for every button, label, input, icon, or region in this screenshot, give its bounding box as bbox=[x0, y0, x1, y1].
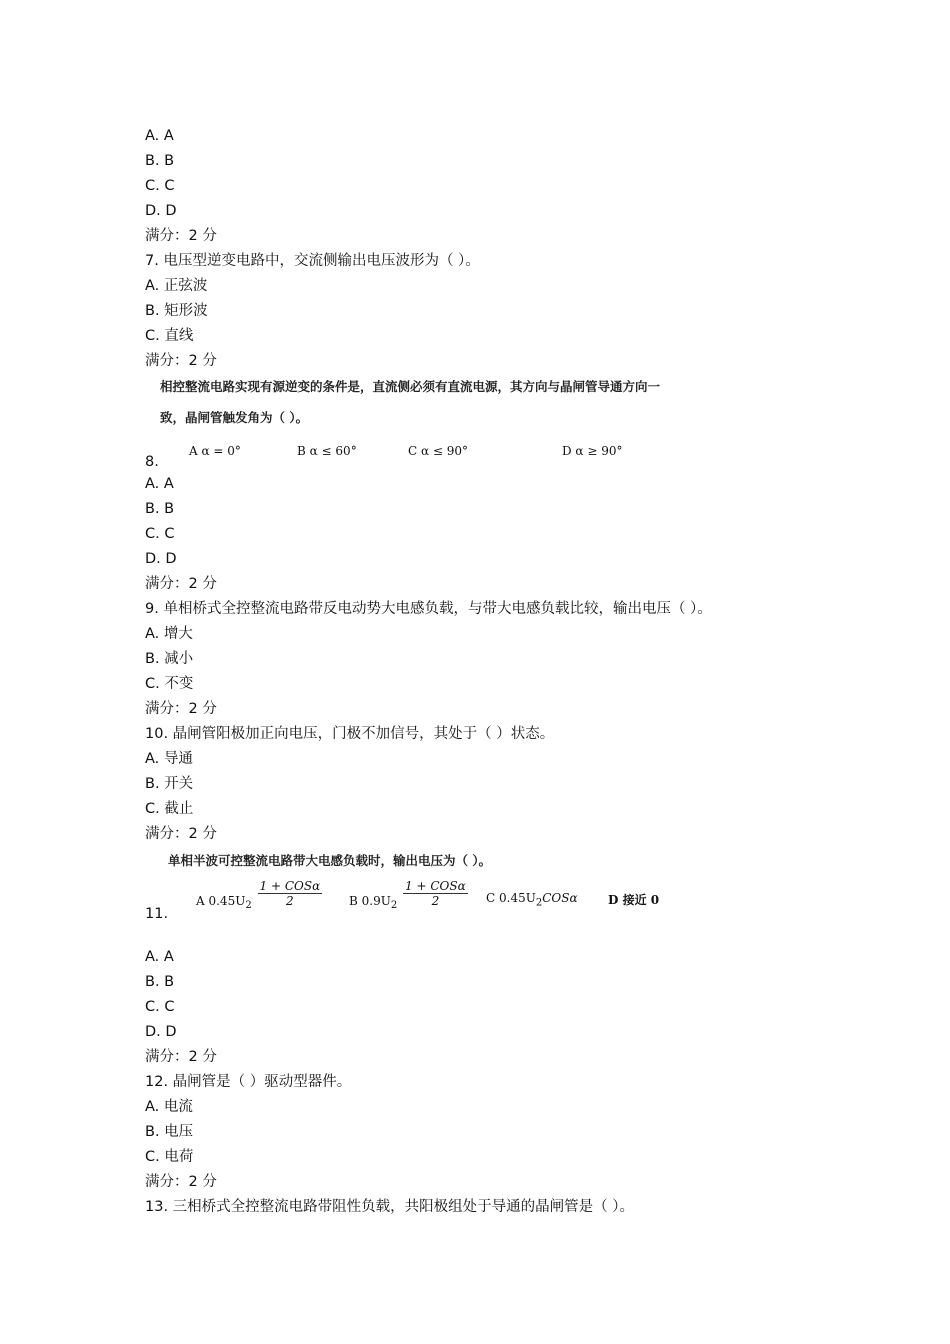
choice-c: C. 电荷 bbox=[145, 1149, 194, 1165]
question-11-option-d-formula: D 接近 0 bbox=[608, 893, 660, 907]
fraction-denominator: 2 bbox=[431, 894, 440, 908]
option-a-coefficient: A 0.45U bbox=[196, 894, 246, 908]
score-line: 满分：2 分 bbox=[145, 353, 217, 369]
score-line: 满分：2 分 bbox=[145, 826, 217, 842]
option-b-subscript: 2 bbox=[390, 900, 398, 912]
question-8-option-b-formula: B α ≤ 60° bbox=[297, 444, 357, 458]
option-a-subscript: 2 bbox=[245, 900, 252, 912]
question-13: 13. 三相桥式全控整流电路带阻性负载，共阳极组处于导通的晶闸管是（ ）。 bbox=[145, 1199, 635, 1215]
choice-c: C. C bbox=[145, 526, 175, 542]
question-8-option-a-formula: A α = 0° bbox=[189, 444, 241, 458]
question-8-image-text-line2: 致，晶闸管触发角为（ ）。 bbox=[160, 410, 309, 425]
choice-a: A. A bbox=[145, 476, 174, 492]
question-12: 12. 晶闸管是（ ）驱动型器件。 bbox=[145, 1074, 352, 1090]
choice-d: D. D bbox=[145, 203, 177, 219]
choice-b: B. B bbox=[145, 501, 175, 517]
fraction-numerator: 1 + COSα bbox=[259, 879, 321, 893]
option-c-subscript: 2 bbox=[535, 897, 543, 909]
choice-b: B. 矩形波 bbox=[145, 303, 208, 319]
choice-d: D. D bbox=[145, 551, 177, 567]
choice-c: C. 不变 bbox=[145, 676, 194, 692]
choice-c: C. C bbox=[145, 178, 175, 194]
question-11-option-a-formula bbox=[196, 879, 324, 912]
choice-b: B. 开关 bbox=[145, 776, 194, 792]
choice-c: C. 直线 bbox=[145, 328, 194, 344]
score-line: 满分：2 分 bbox=[145, 1049, 217, 1065]
option-b-fraction bbox=[403, 879, 468, 908]
choice-d: D. D bbox=[145, 1024, 177, 1040]
question-11-option-b-formula bbox=[349, 879, 470, 912]
option-b-coefficient: B 0.9U bbox=[349, 894, 391, 908]
option-c-cos: COSα bbox=[542, 891, 578, 905]
choice-a: A. A bbox=[145, 128, 174, 144]
question-8-number: 8. bbox=[145, 454, 159, 470]
choice-a: A. 增大 bbox=[145, 626, 193, 642]
choice-a: A. A bbox=[145, 949, 174, 965]
score-line: 满分：2 分 bbox=[145, 701, 217, 717]
choice-b: B. 减小 bbox=[145, 651, 194, 667]
choice-b: B. B bbox=[145, 153, 175, 169]
option-c-coefficient: C 0.45U bbox=[486, 891, 536, 905]
question-11-image-text: 单相半波可控整流电路带大电感负载时，输出电压为（ ）。 bbox=[168, 853, 492, 868]
question-8-image-text-line1: 相控整流电路实现有源逆变的条件是，直流侧必须有直流电源，其方向与晶闸管导通方向一 bbox=[160, 379, 661, 394]
choice-b: B. 电压 bbox=[145, 1124, 194, 1140]
option-a-fraction bbox=[258, 879, 323, 908]
fraction-numerator: 1 + COSα bbox=[405, 879, 466, 893]
question-8-option-c-formula: C α ≤ 90° bbox=[408, 444, 469, 458]
question-10: 10. 晶闸管阳极加正向电压，门极不加信号，其处于（ ）状态。 bbox=[145, 726, 555, 742]
fraction-denominator: 2 bbox=[286, 894, 294, 908]
question-7: 7. 电压型逆变电路中，交流侧输出电压波形为（ ）。 bbox=[145, 253, 480, 269]
choice-c: C. 截止 bbox=[145, 801, 194, 817]
question-11-option-c-formula bbox=[486, 891, 578, 908]
question-9: 9. 单相桥式全控整流电路带反电动势大电感负载，与带大电感负载比较，输出电压（ ）。 bbox=[145, 601, 712, 617]
choice-c: C. C bbox=[145, 999, 175, 1015]
choice-a: A. 正弦波 bbox=[145, 278, 208, 294]
score-line: 满分：2 分 bbox=[145, 228, 217, 244]
question-11-number: 11. bbox=[145, 906, 169, 922]
choice-a: A. 导通 bbox=[145, 751, 193, 767]
score-line: 满分：2 分 bbox=[145, 576, 217, 592]
score-line: 满分：2 分 bbox=[145, 1174, 217, 1190]
choice-b: B. B bbox=[145, 974, 175, 990]
choice-a: A. 电流 bbox=[145, 1099, 193, 1115]
question-8-option-d-formula: D α ≥ 90° bbox=[562, 444, 623, 458]
